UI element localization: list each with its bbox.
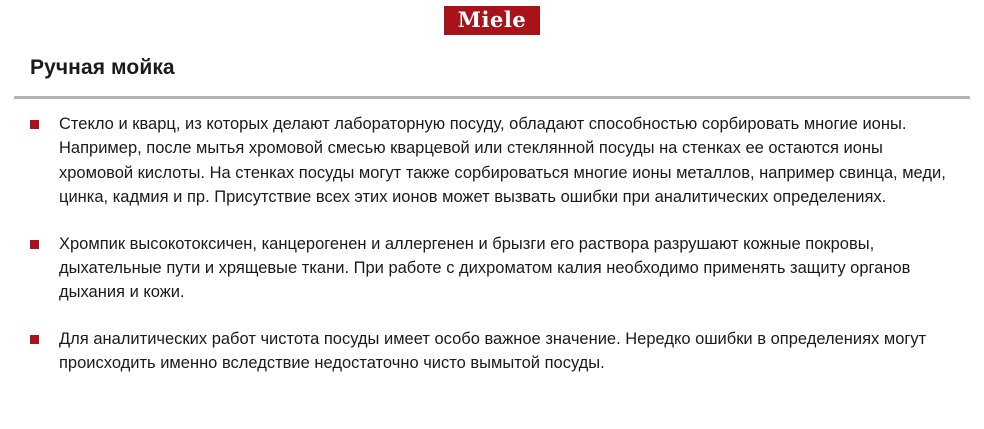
bullet-square-icon [30,120,39,129]
list-item [30,112,950,210]
list-item [30,327,950,376]
title-divider [14,96,970,99]
bullet-list [30,112,950,398]
list-item-text: Для аналитических работ чистота посуды имеет особо важное значение. Нередко ошибки в определениях могут происходить именно вследствие недостаточно чисто вымытой посуды. [59,329,927,373]
brand-logo-container [0,6,984,35]
bullet-square-icon [30,240,39,249]
list-item-text: Стекло и кварц, из которых делают лабораторную посуду, обладают способностью сорбировать многие ионы. Например, после мытья хромовой смесью кварцевой или стеклянной посуды на стенках ее остаются ионы хромовой кислоты. На стенках посуды могут также сорбироваться многие ионы металлов, например свинца, меди, цинка, кадмия и пр. Присутствие всех этих ионов может вызвать ошибки при аналитических определениях. [59,115,946,207]
miele-logo: Miele [444,6,540,35]
page-title: Ручная мойка [30,56,175,79]
bullet-square-icon [30,335,39,344]
list-item [30,232,950,305]
list-item-text: Хромпик высокотоксичен, канцерогенен и аллергенен и брызги его раствора разрушают кожные покровы, дыхательные пути и хрящевые ткани. При работе с дихроматом калия необходимо применять защиту органов дыхания и кожи. [59,234,911,302]
